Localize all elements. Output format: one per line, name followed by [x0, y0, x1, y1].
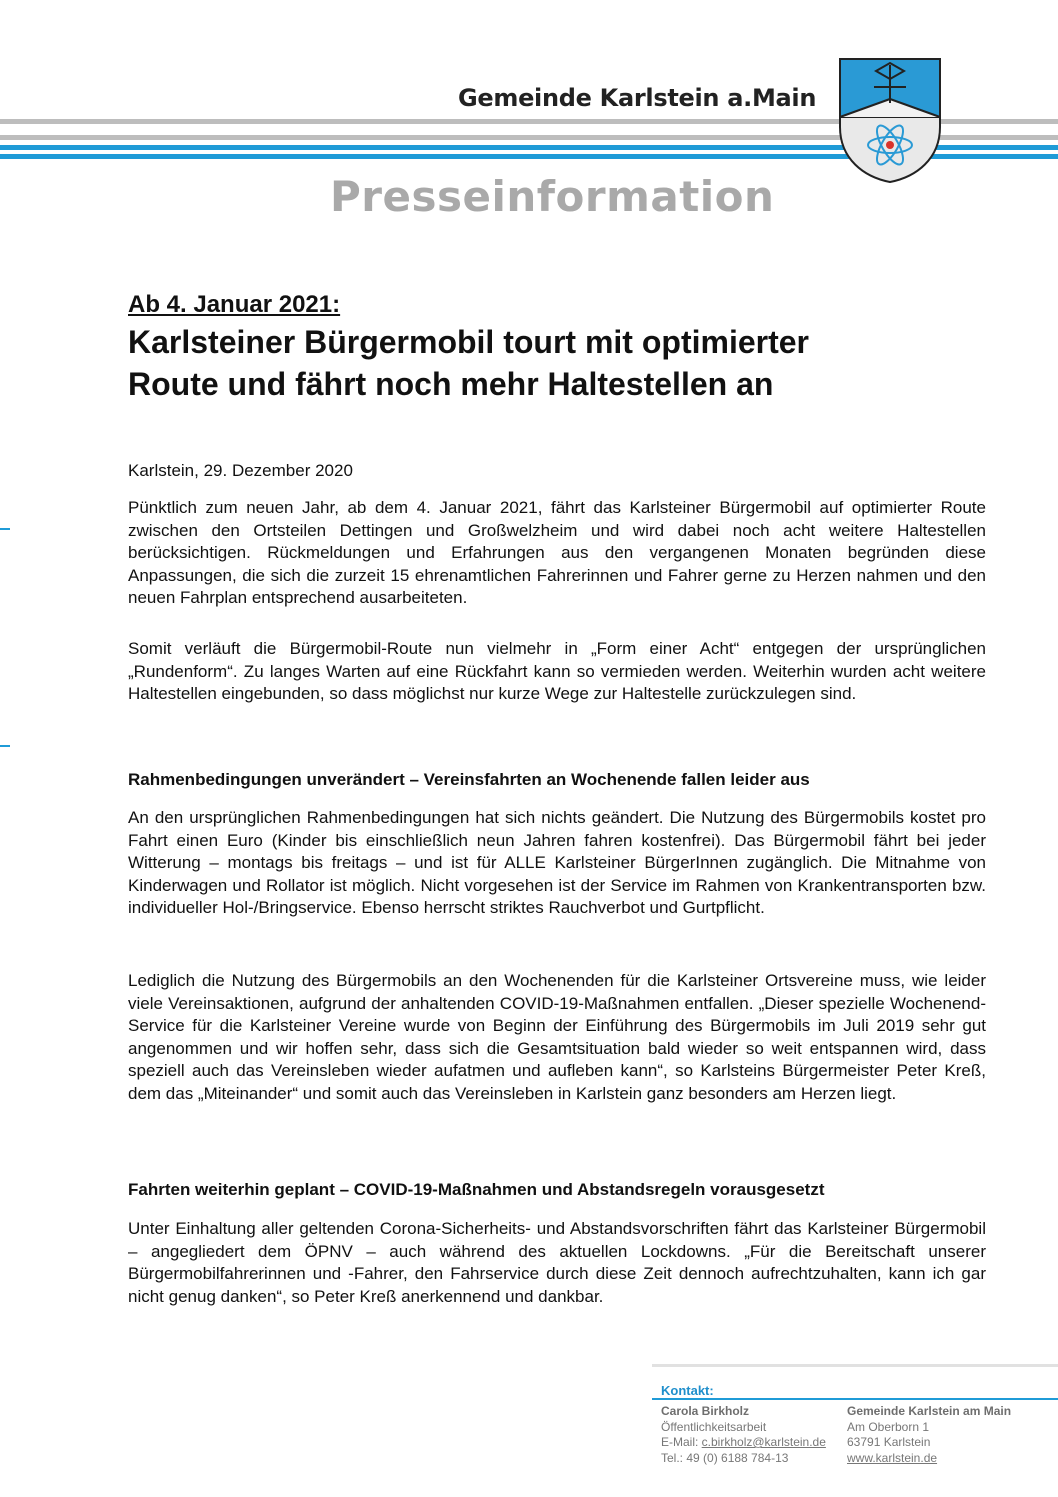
organization-name: Gemeinde Karlstein a.Main	[458, 84, 817, 112]
contact-divider	[652, 1364, 1058, 1367]
subheading-conditions: Rahmenbedingungen unverändert – Vereinsfahrten an Wochenende fallen leider aus	[128, 770, 810, 789]
contact-email-row	[661, 1435, 826, 1451]
margin-fold-mark	[0, 745, 10, 747]
contact-title: Kontakt:	[661, 1383, 714, 1398]
dateline: Karlstein, 29. Dezember 2020	[128, 461, 353, 480]
paragraph-lockdown: Unter Einhaltung aller geltenden Corona-Sicherheits- und Abstandsvorschriften fährt das Karlsteiner Bürgermobil – angegliedert dem ÖPNV – auch während des aktuellen Lockdowns. „Für die Bereitschaft unserer Bürgermobilfahrerinnen und -Fahrer, den Fahrservice durch diese Zeit dennoch aufrechtzuhalten, kann ich gar nicht genug danken“, so Peter Kreß anerkennend und dankbar.	[128, 1219, 986, 1306]
contact-email-label: E-Mail:	[661, 1435, 702, 1449]
contact-title-underline	[652, 1398, 1058, 1400]
contact-phone: Tel.: 49 (0) 6188 784-13	[661, 1450, 789, 1465]
article-headline	[128, 321, 928, 405]
contact-website-link[interactable]: www.karlstein.de	[847, 1450, 938, 1465]
document-type-title: Presseinformation	[330, 172, 775, 221]
margin-fold-mark	[0, 528, 10, 530]
headline-line-2: Route und fährt noch mehr Haltestellen an	[128, 366, 774, 402]
coat-of-arms-icon	[836, 55, 944, 185]
contact-email-link[interactable]: c.birkholz@karlstein.de	[701, 1435, 826, 1449]
article-kicker: Ab 4. Januar 2021:	[128, 291, 341, 318]
paragraph-weekend: Lediglich die Nutzung des Bürgermobils an den Wochenenden für die Karlsteiner Ortsvereine muss, wie leider viele Vereinsaktionen, aufgrund der anhaltenden COVID-19-Maßnahmen entfallen. „Dieser spezielle Wochenend-Service für die Karlsteiner Vereine wurde von Beginn der Einführung des Bürgermobils im Juli 2019 sehr gut angenommen und wir hoffen sehr, dass sich die Gesamtsituation bald wieder so weit entspannen wird, dass speziell auch das Vereinsleben wieder aufatmen und aufleben kann“, so Karlsteins Bürgermeister Peter Kreß, dem das „Miteinander“ und somit auch das Vereinsleben in Karlstein ganz besonders am Herzen liegt.	[128, 971, 986, 1103]
contact-office	[847, 1404, 1011, 1466]
contact-office-name: Gemeinde Karlstein am Main	[847, 1404, 1012, 1418]
contact-person-role: Öffentlichkeitsarbeit	[661, 1419, 767, 1434]
contact-person	[661, 1404, 826, 1466]
contact-box	[652, 1364, 1058, 1497]
headline-line-1: Karlsteiner Bürgermobil tourt mit optimierter	[128, 324, 809, 360]
subheading-trips: Fahrten weiterhin geplant – COVID-19-Maßnahmen und Abstandsregeln vorausgesetzt	[128, 1180, 825, 1199]
paragraph-intro: Pünktlich zum neuen Jahr, ab dem 4. Januar 2021, fährt das Karlsteiner Bürgermobil auf optimierter Route zwischen den Ortsteilen Dettingen und Großwelzheim und wird dabei noch acht weitere Haltestellen berücksichtigen. Rückmeldungen und Erfahrungen aus den vergangenen Monaten begründen diese Anpassungen, die sich die zurzeit 15 ehrenamtlichen Fahrerinnen und Fahrer gerne zu Herzen nahmen und den neuen Fahrplan entsprechend ausarbeiteten.	[128, 498, 986, 607]
paragraph-route: Somit verläuft die Bürgermobil-Route nun vielmehr in „Form einer Acht“ entgegen der ursprünglichen „Rundenform“. Zu langes Warten auf eine Rückfahrt kann so vermieden werden. Weiterhin wurden acht weitere Haltestellen eingebunden, so dass möglichst nur kurze Wege zur Haltestelle zurückzulegen sind.	[128, 639, 986, 703]
paragraph-conditions: An den ursprünglichen Rahmenbedingungen hat sich nichts geändert. Die Nutzung des Bürgermobils kostet pro Fahrt einen Euro (Kinder bis einschließlich neun Jahren fahren kostenfrei). Das Bürgermobil fährt bei jeder Witterung – montags bis freitags – und ist für ALLE Karlsteiner BürgerInnen zugänglich. Die Mitnahme von Kinderwagen und Rollator ist möglich. Nicht vorgesehen ist der Service im Rahmen von Krankentransporten bzw. individueller Hol-/Bringservice. Ebenso herrscht striktes Rauchverbot und Gurtpflicht.	[128, 808, 986, 917]
contact-person-name: Carola Birkholz	[661, 1404, 750, 1418]
contact-office-city: 63791 Karlstein	[847, 1435, 931, 1449]
contact-office-street: Am Oberborn 1	[847, 1419, 930, 1434]
